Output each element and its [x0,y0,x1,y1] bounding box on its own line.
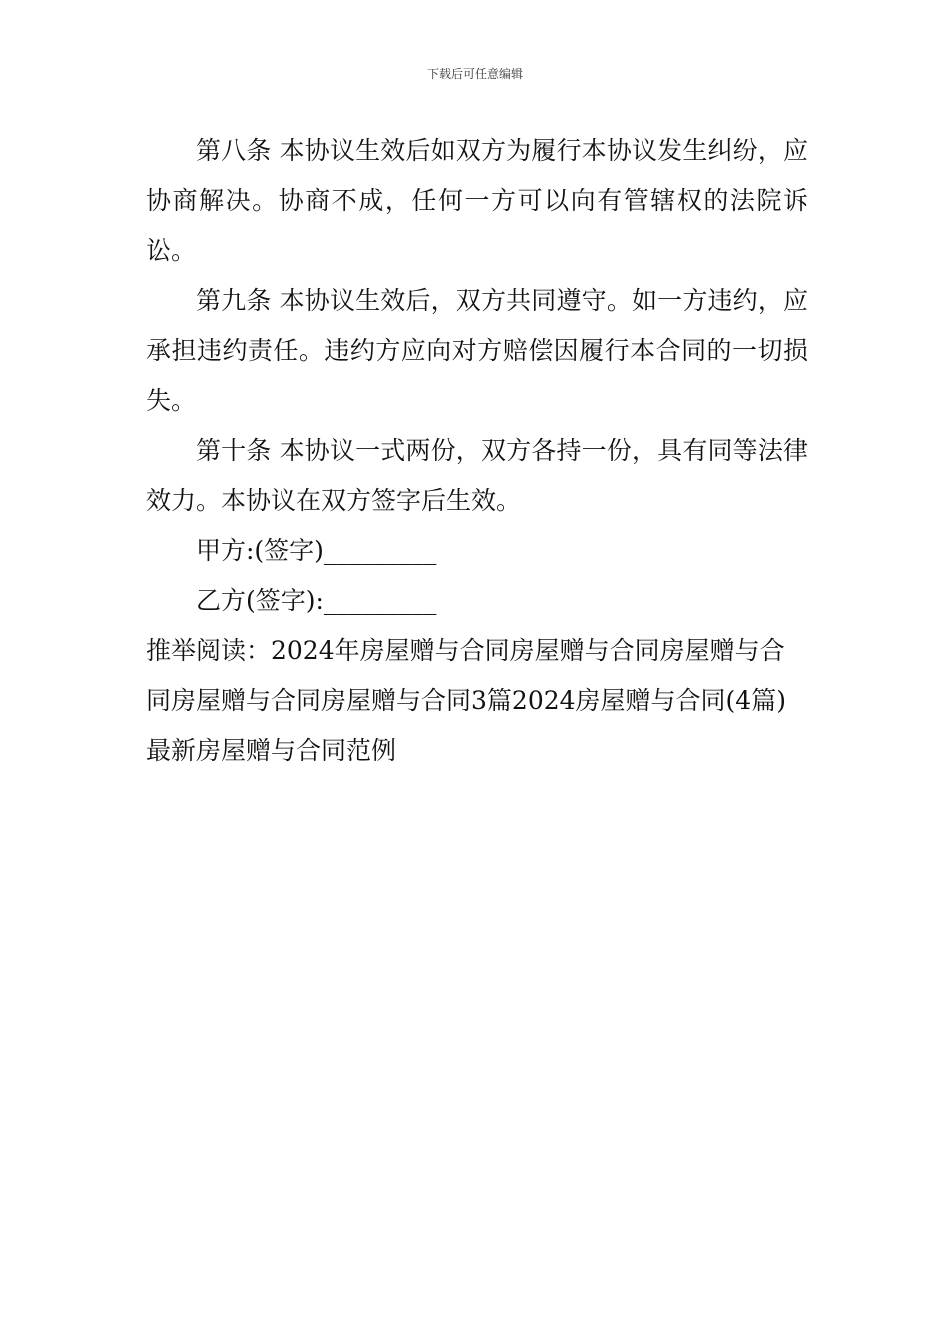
article-8: 第八条 本协议生效后如双方为履行本协议发生纠纷，应协商解决。协商不成，任何一方可以向有管辖权的法院诉讼。 [146,136,808,265]
article-10: 第十条 本协议一式两份，双方各持一份，具有同等法律效力。本协议在双方签字后生效。 [146,436,808,515]
party-a-signature: 甲方:(签字)_________ [196,536,437,565]
article-9: 第九条 本协议生效后，双方共同遵守。如一方违约，应承担违约责任。违约方应向对方赔偿因履行本合同的一切损失。 [146,286,808,415]
latest-contract-title: 最新房屋赠与合同范例 [146,736,397,765]
page-header: 下载后可任意编辑 [426,67,523,81]
document-body [146,126,808,776]
party-b-signature: 乙方(签字):_________ [196,586,437,615]
recommended-reading: 推举阅读：2024年房屋赠与合同房屋赠与合同房屋赠与合同房屋赠与合同房屋赠与合同3篇2024房屋赠与合同(4篇) [146,636,786,715]
